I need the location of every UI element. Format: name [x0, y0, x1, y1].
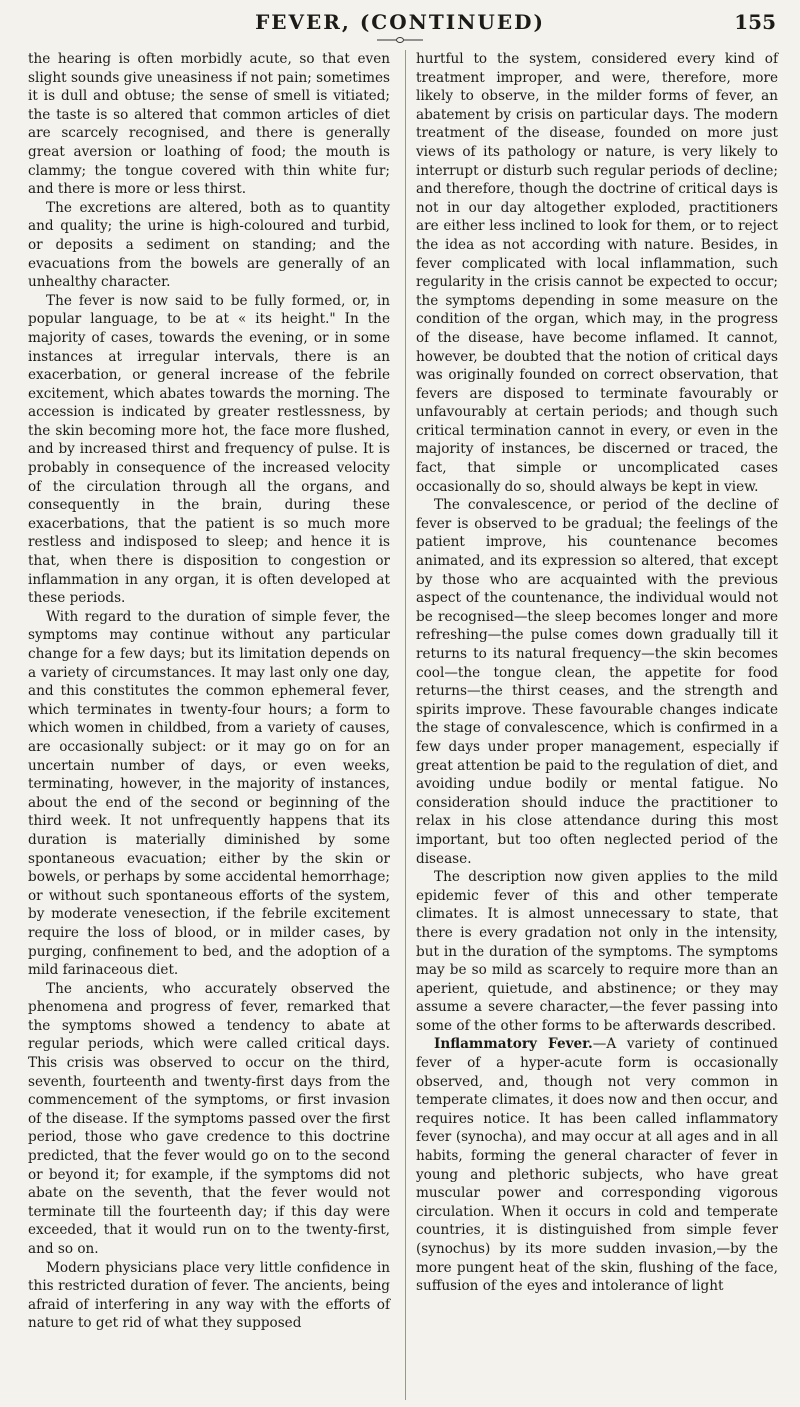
left-column [28, 50, 390, 1333]
running-title: FEVER, (CONTINUED) [255, 10, 545, 34]
section-heading: Inflammatory Fever. [434, 1036, 593, 1053]
paragraph: The excretions are altered, both as to quantity and quality; the urine is high-coloured and turbid, or deposits a sediment on standing; and the evacuations from the bowels are generally of an unhealthy character. [28, 199, 390, 291]
paragraph: The description now given applies to the mild epidemic fever of this and other temperate climates. It is almost unnecessary to state, that there is every gradation not only in the intensity, but in the duration of the symptoms. The symptoms may be so mild as scarcely to require more than an aperient, quietude, and abstinence; or they may assume a severe character,—the fever passing into some of the other forms to be afterwards described. [416, 869, 778, 1034]
paragraph-inflammatory-fever [416, 1035, 778, 1295]
paragraph: Modern physicians place very little confidence in this restricted duration of fever. The ancients, being afraid of interfering in any way with the efforts of nature to get rid of what they supposed [28, 1259, 390, 1332]
paragraph: The convalescence, or period of the decline of fever is observed to be gradual; the feelings of the patient improve, his countenance becomes animated, and its expression so altered, that except by those who are acquainted with the previous aspect of the countenance, the individual would not be recognised—the sleep becomes longer and more refreshing—the pulse comes down gradually till it returns to its natural frequency—the skin becomes cool—the tongue clean, the appetite for food returns—the thirst ceases, and the strength and spirits improve. These favourable changes indicate the stage of convalescence, which is confirmed in a few days under proper management, especially if great attention be paid to the regulation of diet, and avoiding undue bodily or mental fatigue. No consideration should induce the practitioner to relax in his close attendance during this most important, but too often neglected period of the disease. [416, 497, 778, 867]
column-divider [405, 50, 406, 1400]
right-column [416, 50, 778, 1296]
header-ornament [375, 36, 425, 44]
paragraph: hurtful to the system, considered every kind of treatment improper, and were, therefore, more likely to observe, in the milder forms of fever, an abatement by crisis on particular days. The modern treatment of the disease, founded on more just views of its pathology or nature, is very likely to interrupt or disturb such regular periods of decline; and therefore, though the doctrine of critical days is not in our day altogether exploded, practitioners are either less inclined to look for them, or to reject the idea as not according with nature. Besides, in fever complicated with local inflammation, such regularity in the crisis cannot be expected to occur; the symptoms depending in some measure on the condition of the organ, which may, in the progress of the disease, have become inflamed. It cannot, however, be doubted that the notion of critical days was originally founded on correct observation, that fevers are disposed to terminate favourably or unfavourably at certain periods; and though such critical termination cannot in every, or even in the majority of instances, be discerned or traced, the fact, that simple or uncomplicated cases occasionally do so, should always be kept in view. [416, 51, 778, 495]
paragraph: The ancients, who accurately observed the phenomena and progress of fever, remarked that the symptoms showed a tendency to abate at regular periods, which were called critical days. This crisis was observed to occur on the third, seventh, fourteenth and twenty-first days from the commencement of the symptoms, or first invasion of the disease. If the symptoms passed over the first period, those who gave credence to this doctrine predicted, that the fever would go on to the second or beyond it; for example, if the symptoms did not abate on the seventh, that the fever would not terminate till the fourteenth day; if this day were exceeded, that it would run on to the twenty-first, and so on. [28, 980, 390, 1257]
paragraph-text: —A variety of continued fever of a hyper-acute form is occasionally observed, and, though not very common in temperate climates, it does now and then occur, and requires notice. It has been called inflammatory fever (synocha), and may occur at all ages and in all habits, forming the general character of fever in young and plethoric subjects, who have great muscular power and corresponding vigorous circulation. When it occurs in cold and temperate countries, it is distinguished from simple fever (synochus) by its more sudden invasion,—by the more pungent heat of the skin, flushing of the face, suffusion of the eyes and intolerance of light [416, 1036, 778, 1295]
paragraph: With regard to the duration of simple fever, the symptoms may continue without any particular change for a few days; but its limitation depends on a variety of circumstances. It may last only one day, and this constitutes the common ephemeral fever, which terminates in twenty-four hours; a form to which women in childbed, from a variety of causes, are occasionally subject: or it may go on for an uncertain number of days, or even weeks, terminating, however, in the majority of instances, about the end of the second or beginning of the third week. It not unfrequently happens that its duration is materially diminished by some spontaneous evacuation; either by the skin or bowels, or perhaps by some accidental hemorrhage; or without such spontaneous efforts of the system, by moderate venesection, if the febrile excitement require the loss of blood, or in milder cases, by purging, confinement to bed, and the adoption of a mild farinaceous diet. [28, 608, 390, 979]
paragraph: The fever is now said to be fully formed, or, in popular language, to be at « its height." In the majority of cases, towards the evening, or in some instances at irregular intervals, there is an exacerbation, or general increase of the febrile excitement, which abates towards the morning. The accession is indicated by greater restlessness, by the skin becoming more hot, the face more flushed, and by increased thirst and frequency of pulse. It is probably in consequence of the increased velocity of the circulation through all the organs, and consequently in the brain, during these exacerbations, that the patient is so much more restless and indisposed to sleep; and hence it is that, when there is disposition to congestion or inflammation in any organ, it is often developed at these periods. [28, 292, 390, 607]
paragraph: the hearing is often morbidly acute, so that even slight sounds give uneasiness if not pain; sometimes it is dull and obtuse; the sense of smell is vitiated; the taste is so altered that common articles of diet are scarcely recognised, and there is generally great aversion or loathing of food; the mouth is clammy; the tongue covered with thin white fur; and there is more or less thirst. [28, 51, 390, 198]
page-number: 155 [734, 10, 776, 34]
